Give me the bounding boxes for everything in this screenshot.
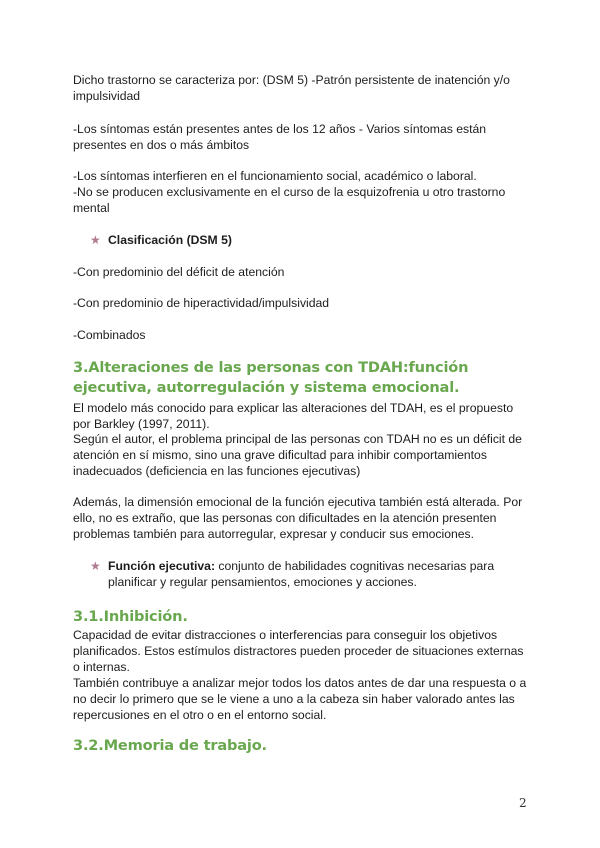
star-icon: ★	[90, 233, 101, 247]
paragraph-sintomas-edad: -Los síntomas están presentes antes de los 12 años - Varios síntomas están presentes en dos o más ámbitos	[73, 122, 487, 152]
bullet-funcion-ejecutiva	[90, 558, 530, 590]
section-3-2-heading: 3.2.Memoria de trabajo.	[73, 737, 267, 754]
section-3-heading: 3.Alteraciones de las personas con TDAH:función ejecutiva, autorregulación y sistema emocional.	[73, 359, 469, 396]
paragraph-inhibicion-definicion: Capacidad de evitar distracciones o interferencias para conseguir los objetivos planificados. Estos estímulos distractores pueden proceder de situaciones externas o internas.	[73, 628, 524, 674]
page-number: 2	[519, 796, 527, 810]
paragraph-dsm5-intro: Dicho trastorno se caracteriza por: (DSM 5) -Patrón persistente de inatención y/o impulsividad	[73, 73, 510, 103]
list-item-hiperactividad: -Con predominio de hiperactividad/impulsividad	[73, 296, 330, 310]
funcion-ejecutiva-text	[108, 558, 530, 590]
paragraph-inhibicion-contribuye: También contribuye a analizar mejor todos los datos antes de dar una respuesta o a no decir lo primero que se le viene a uno a la cabeza sin haber valorado antes las repercusiones en el otro o en el entorno social.	[73, 676, 527, 722]
list-item-deficit: -Con predominio del déficit de atención	[73, 265, 285, 279]
section-3-1-heading: 3.1.Inhibición.	[73, 608, 188, 625]
paragraph-barkley: El modelo más conocido para explicar las alteraciones del TDAH, es el propuesto por Barkley (1997, 2011).	[73, 401, 514, 431]
paragraph-dimension-emocional: Además, la dimensión emocional de la función ejecutiva también está alterada. Por ello, no es extraño, que las personas con dificultades en la atención presenten problemas también para autorregular, expresar y conducir sus emociones.	[73, 495, 523, 541]
paragraph-esquizofrenia: -No se producen exclusivamente en el curso de la esquizofrenia u otro trastorno mental	[73, 185, 506, 215]
paragraph-segun-autor: Según el autor, el problema principal de las personas con TDAH no es un déficit de atención en sí mismo, sino una grave dificultad para inhibir comportamientos inadecuados (deficiencia en las funciones ejecutivas)	[73, 432, 522, 478]
funcion-ejecutiva-label: Función ejecutiva:	[108, 559, 215, 573]
bullet-clasificacion	[90, 232, 530, 248]
star-icon: ★	[90, 559, 101, 573]
funcion-ejecutiva-definition: conjunto de habilidades cognitivas necesarias para planificar y regular pensamientos, emociones y acciones.	[108, 559, 495, 589]
clasificacion-label: Clasificación (DSM 5)	[108, 233, 232, 247]
list-item-combinados: -Combinados	[73, 328, 146, 342]
paragraph-sintomas-interfieren: -Los síntomas interfieren en el funcionamiento social, académico o laboral.	[73, 169, 477, 183]
